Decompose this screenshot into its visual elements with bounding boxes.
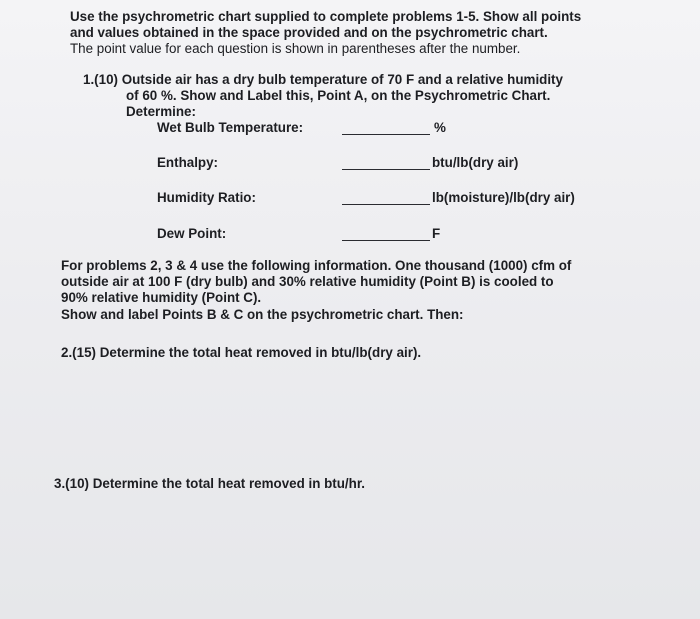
shared-info-line-3: 90% relative humidity (Point C). <box>61 290 262 305</box>
dew-point-label: Dew Point: <box>157 226 227 241</box>
dew-point-unit: F <box>432 226 441 241</box>
problem-1-line-1: 1.(10) Outside air has a dry bulb temperature of 70 F and a relative humidity <box>83 72 563 87</box>
dew-point-answer-blank[interactable] <box>342 240 430 241</box>
intro-line-1: Use the psychrometric chart supplied to complete problems 1-5. Show all points <box>70 9 582 24</box>
problem-3: 3.(10) Determine the total heat removed in btu/hr. <box>54 476 366 491</box>
shared-info-line-2: outside air at 100 F (dry bulb) and 30% relative humidity (Point B) is cooled to <box>61 274 554 289</box>
enthalpy-answer-blank[interactable] <box>342 169 430 170</box>
wet-bulb-label: Wet Bulb Temperature: <box>157 120 304 135</box>
wet-bulb-answer-blank[interactable] <box>342 134 430 135</box>
problem-1-line-3: Determine: <box>126 104 196 119</box>
shared-info-line-1: For problems 2, 3 & 4 use the following information. One thousand (1000) cfm of <box>61 258 572 273</box>
wet-bulb-unit: % <box>434 120 446 135</box>
intro-line-3: The point value for each question is shown in parentheses after the number. <box>70 41 521 56</box>
humidity-ratio-unit: lb(moisture)/lb(dry air) <box>432 190 575 205</box>
problem-1-line-2: of 60 %. Show and Label this, Point A, on the Psychrometric Chart. <box>126 88 551 103</box>
shared-info-line-4: Show and label Points B & C on the psychrometric chart. Then: <box>61 307 464 322</box>
humidity-ratio-answer-blank[interactable] <box>342 204 430 205</box>
humidity-ratio-label: Humidity Ratio: <box>157 190 256 205</box>
enthalpy-label: Enthalpy: <box>157 155 219 170</box>
enthalpy-unit: btu/lb(dry air) <box>432 155 519 170</box>
problem-2: 2.(15) Determine the total heat removed in btu/lb(dry air). <box>61 345 422 360</box>
intro-line-2: and values obtained in the space provided and on the psychrometric chart. <box>70 25 548 40</box>
